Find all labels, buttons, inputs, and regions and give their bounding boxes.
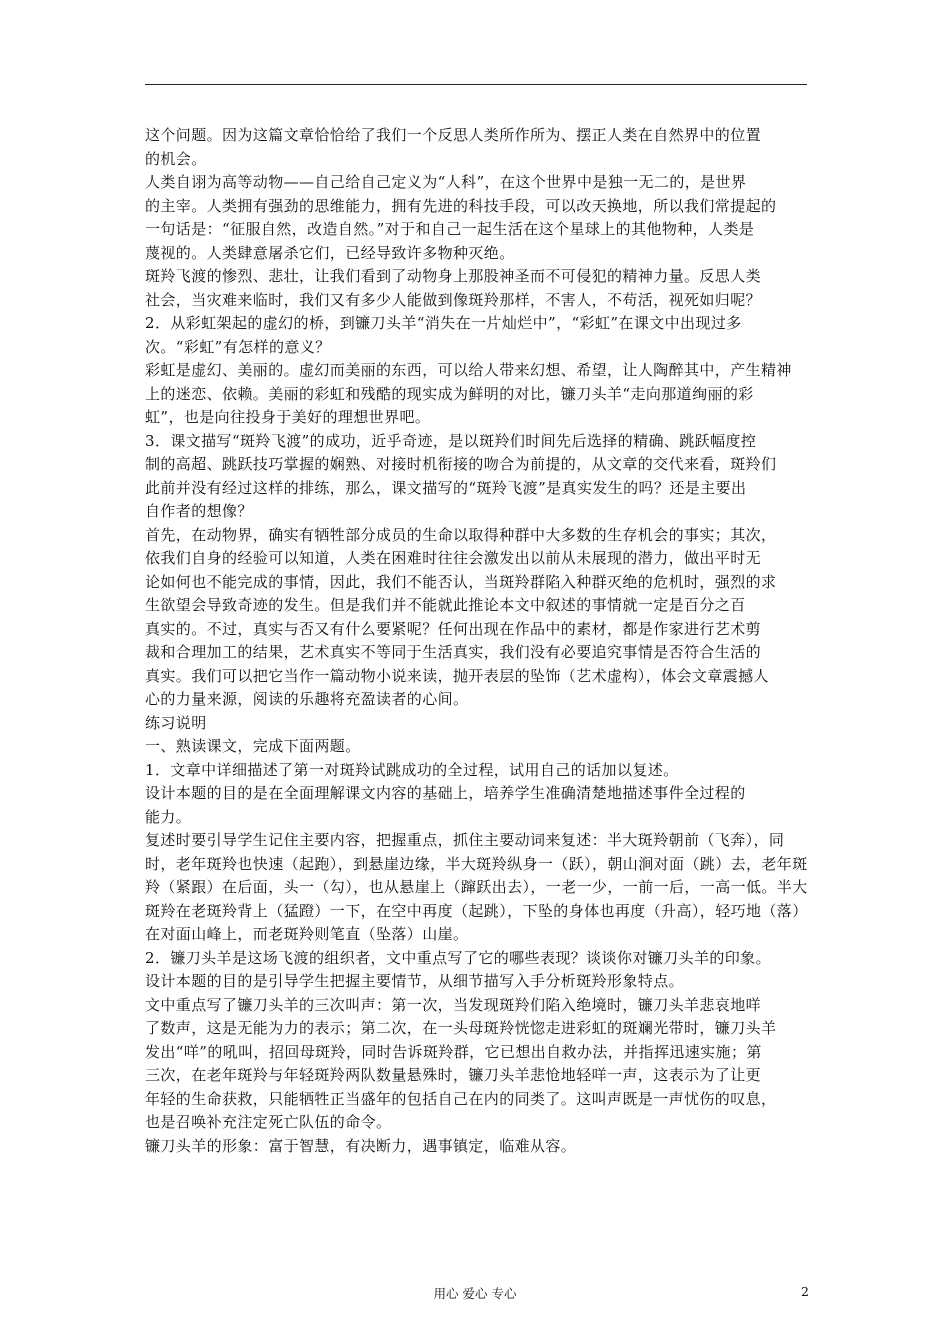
text-line: 3．课文描写“斑羚飞渡”的成功，近乎奇迹，是以斑羚们时间先后选择的精确、跳跃幅度控 <box>145 431 757 450</box>
text-line: 时，老年斑羚也快速（起跑），到悬崖边缘，半大斑羚纵身一（跃），朝山涧对面（跳）去，老年斑 <box>145 854 808 873</box>
header-rule <box>145 84 807 85</box>
text-line: 一句话是：“征服自然，改造自然。”对于和自己一起生活在这个星球上的其他物种，人类是 <box>145 220 755 238</box>
text-line: 蔑视的。人类肆意屠杀它们，已经导致许多物种灭绝。 <box>145 243 515 262</box>
text-line: 彩虹是虚幻、美丽的。虚幻而美丽的东西，可以给人带来幻想、希望，让人陶醉其中，产生精神 <box>145 361 792 379</box>
text-line: 1．文章中详细描述了第一对斑羚试跳成功的全过程，试用自己的话加以复述。 <box>145 760 679 779</box>
text-line: 生欲望会导致奇迹的发生。但是我们并不能就此推论本文中叙述的事情就一定是百分之百 <box>145 596 746 614</box>
text-line: 羚（紧跟）在后面，头一（勾），也从悬崖上（蹿跃出去），一老一少，一前一后，一高一低。半大 <box>145 878 808 896</box>
text-line: 斑羚飞渡的惨烈、悲壮，让我们看到了动物身上那股神圣而不可侵犯的精神力量。反思人类 <box>145 267 762 285</box>
text-line: 在对面山峰上，而老斑羚则笔直（坠落）山崖。 <box>145 925 469 943</box>
document-body <box>145 124 810 1158</box>
text-line: 的主宰。人类拥有强劲的思维能力，拥有先进的科技手段，可以改天换地，所以我们常提起的 <box>145 196 777 215</box>
text-line: 裁和合理加工的结果，艺术真实不等同于生活真实，我们没有必要追究事情是否符合生活的 <box>145 643 762 661</box>
text-line: 三次，在老年斑羚与年轻斑羚两队数量悬殊时，镰刀头羊悲怆地轻咩一声，这表示为了让更 <box>145 1066 762 1084</box>
text-line: 文中重点写了镰刀头羊的三次叫声：第一次，当发现斑羚们陷入绝境时，镰刀头羊悲哀地咩 <box>145 995 762 1014</box>
text-line: 能力。 <box>145 807 192 826</box>
text-line: 真实。我们可以把它当作一篇动物小说来读，抛开表层的坠饰（艺术虚构），体会文章震撼人 <box>145 666 769 685</box>
text-line: 真实的。不过，真实与否又有什么要紧呢？任何出现在作品中的素材，都是作家进行艺术剪 <box>145 619 762 638</box>
text-line: 这个问题。因为这篇文章恰恰给了我们一个反思人类所作所为、摆正人类在自然界中的位置 <box>145 126 762 144</box>
text-line: 斑羚在老斑羚背上（猛蹬）一下，在空中再度（起跳），下坠的身体也再度（升高），轻巧地（落） <box>145 901 808 920</box>
text-line: 年轻的生命获救，只能牺牲正当盛年的包括自己在内的同类了。这叫声既是一声忧伤的叹息， <box>145 1089 777 1108</box>
text-line: 2．从彩虹架起的虚幻的桥，到镰刀头羊“消失在一片灿烂中”，“彩虹”在课文中出现过多 <box>145 314 742 332</box>
page-number: 2 <box>801 1284 809 1299</box>
text-line: 制的高超、跳跃技巧掌握的娴熟、对接时机衔接的吻合为前提的，从文章的交代来看，斑羚们 <box>145 455 777 473</box>
text-line: 此前并没有经过这样的排练，那么，课文描写的“斑羚飞渡”是真实发生的吗？还是主要出 <box>145 478 747 497</box>
text-line: 镰刀头羊的形象：富于智慧，有决断力，遇事镇定，临难从容。 <box>145 1136 577 1155</box>
text-line: 论如何也不能完成的事情，因此，我们不能否认，当斑羚群陷入种群灭绝的危机时，强烈的求 <box>145 572 777 591</box>
text-line: 发出“咩”的吼叫，招回母斑羚，同时告诉斑羚群，它已想出自救办法，并指挥迅速实施；第 <box>145 1042 762 1061</box>
text-line: 人类自诩为高等动物——自己给自己定义为“人科”，在这个世界中是独一无二的，是世界 <box>145 173 747 191</box>
text-line: 了数声，这是无能为力的表示；第二次，在一头母斑羚恍惚走进彩虹的斑斓光带时，镰刀头羊 <box>145 1019 777 1037</box>
text-line: 设计本题的目的是在全面理解课文内容的基础上，培养学生准确清楚地描述事件全过程的 <box>145 784 746 802</box>
text-line: 2．镰刀头羊是这场飞渡的组织者，文中重点写了它的哪些表现？谈谈你对镰刀头羊的印象。 <box>145 948 771 967</box>
text-line: 的机会。 <box>145 149 207 168</box>
text-line: 次。“彩虹”有怎样的意义？ <box>145 337 331 356</box>
text-line: 上的迷恋、依赖。美丽的彩虹和残酷的现实成为鲜明的对比，镰刀头羊“走向那道绚丽的彩 <box>145 384 754 403</box>
text-line: 自作者的想像？ <box>145 502 253 520</box>
text-line: 复述时要引导学生记住主要内容，把握重点，抓住主要动词来复述：半大斑羚朝前（飞奔），同 <box>145 831 785 849</box>
text-line: 社会，当灾难来临时，我们又有多少人能做到像斑羚那样，不害人，不苟活，视死如归呢？ <box>145 290 762 309</box>
text-line: 虹”，也是向往投身于美好的理想世界吧。 <box>145 408 431 426</box>
footer-motto: 用心 爱心 专心 <box>433 1286 517 1301</box>
text-line: 一、熟读课文，完成下面两题。 <box>145 737 361 755</box>
text-line: 首先，在动物界，确实有牺牲部分成员的生命以取得种群中大多数的生存机会的事实；其次， <box>145 525 777 544</box>
text-line: 设计本题的目的是引导学生把握主要情节，从细节描写入手分析斑羚形象特点。 <box>145 972 685 990</box>
page-footer <box>0 1284 950 1304</box>
text-line: 依我们自身的经验可以知道，人类在困难时往往会激发出以前从未展现的潜力，做出平时无 <box>145 549 762 567</box>
text-line: 练习说明 <box>145 713 207 732</box>
text-line: 心的力量来源，阅读的乐趣将充盈读者的心间。 <box>145 690 469 708</box>
text-line: 也是召唤补充注定死亡队伍的命令。 <box>145 1113 392 1131</box>
